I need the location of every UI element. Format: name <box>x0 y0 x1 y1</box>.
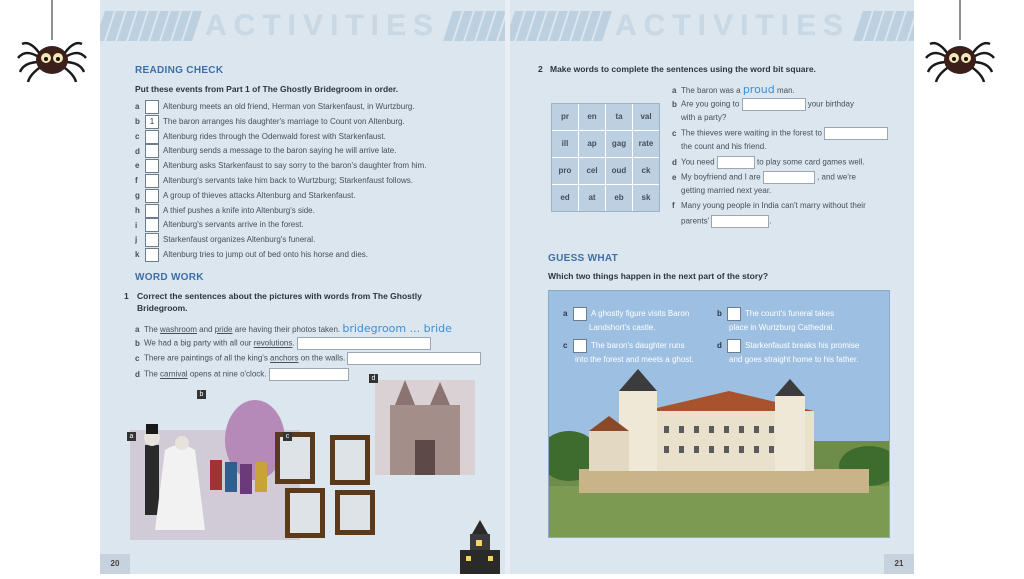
order-box[interactable] <box>145 100 159 114</box>
item-text: Altenburg meets an old friend, Herman von Starkenfaust, in Wurtzburg. <box>163 102 415 112</box>
illustrations <box>125 375 485 540</box>
spider-decoration-left <box>12 0 92 90</box>
banner-stripes <box>510 11 607 41</box>
word-work-number: 1 <box>124 291 129 301</box>
reading-check-item <box>135 144 396 158</box>
reading-check-item <box>135 130 386 144</box>
item-letter: b <box>135 116 140 126</box>
haunted-house-icon <box>458 520 502 574</box>
activities-banner <box>100 8 505 44</box>
banner-title: ACTIVITIES <box>615 9 851 42</box>
checkbox-b[interactable] <box>727 307 741 321</box>
guess-what-title: GUESS WHAT <box>548 253 619 264</box>
order-box[interactable] <box>145 144 159 158</box>
exercise2-sentence-d: d You need to play some card games well. <box>672 156 865 169</box>
item-letter: j <box>135 235 138 245</box>
exercise2-sentence-f: f Many young people in India can't marry without their <box>672 201 866 210</box>
pic-label-b: b <box>197 390 206 399</box>
item-letter: c <box>135 131 140 141</box>
item-text: A thief pushes a knife into Altenburg's side. <box>163 205 315 215</box>
activities-banner <box>510 8 914 44</box>
word-bit-cell: cel <box>579 158 605 184</box>
item-text: The baron arranges his daughter's marriage to Count von Altenburg. <box>163 116 405 126</box>
item-text: A group of thieves attacks Altenburg and Starkenfaust. <box>163 190 356 200</box>
word-work-instruction-line1: Correct the sentences about the pictures with words from The Ghostly <box>137 291 422 301</box>
exercise2-sentence-e-line2: getting married next year. <box>681 186 772 195</box>
banner-stripes <box>100 11 197 41</box>
reading-check-item <box>135 218 304 232</box>
page-number-left: 20 <box>100 554 130 574</box>
checkbox-d[interactable] <box>727 339 741 353</box>
order-box[interactable] <box>145 218 159 232</box>
guess-option-a: a A ghostly figure visits Baron Landshort's castle. <box>563 307 689 334</box>
guess-option-b: b The count's funeral takes place in Wurtzburg Cathedral. <box>717 307 835 334</box>
item-letter: d <box>135 146 140 156</box>
spider-decoration-right <box>920 0 1000 90</box>
word-work-sentence-d: d The carnival opens at nine o'clock. <box>135 368 349 381</box>
word-bit-cell: oud <box>606 158 632 184</box>
word-bit-cell: ill <box>552 131 578 157</box>
banner-title: ACTIVITIES <box>205 9 441 42</box>
word-work-sentence-b: b We had a big party with all our revolutions. <box>135 337 431 350</box>
word-bit-cell: gag <box>606 131 632 157</box>
right-page <box>510 0 914 574</box>
left-page <box>100 0 505 574</box>
banner-stripes <box>448 11 505 41</box>
reading-check-instruction: Put these events from Part 1 of The Ghostly Bridegroom in order. <box>135 84 399 94</box>
word-bit-cell: ck <box>633 158 659 184</box>
reading-check-item <box>135 159 426 173</box>
answer-field-c[interactable] <box>347 352 481 365</box>
item-text: Altenburg's servants arrive in the forest. <box>163 220 304 230</box>
exercise2-sentence-b: b Are you going to your birthday <box>672 98 854 111</box>
word-bit-cell: rate <box>633 131 659 157</box>
word-work-title: WORD WORK <box>135 272 204 283</box>
order-box[interactable] <box>145 189 159 203</box>
item-letter: h <box>135 205 140 215</box>
reading-check-item <box>135 233 315 247</box>
pic-label-a: a <box>127 432 136 441</box>
item-letter: i <box>135 220 138 230</box>
item-letter: g <box>135 190 140 200</box>
item-text: Altenburg sends a message to the baron saying he will arrive late. <box>163 146 397 156</box>
pic-label-c: c <box>283 432 292 441</box>
item-text: Altenburg's servants take him back to Wurtzburg; Starkenfaust follows. <box>163 176 413 186</box>
reading-check-item <box>135 174 413 188</box>
handwritten-answer: proud <box>742 83 775 96</box>
item-text: Starkenfaust organizes Altenburg's funeral. <box>163 235 316 245</box>
order-box[interactable] <box>145 130 159 144</box>
checkbox-c[interactable] <box>573 339 587 353</box>
item-letter: a <box>135 102 140 112</box>
exercise2-sentence-c: c The thieves were waiting in the forest to <box>672 127 888 140</box>
item-text: Altenburg tries to jump out of bed onto his horse and dies. <box>163 250 369 260</box>
exercise2-sentence-a: a The baron was a proud man. <box>672 83 795 96</box>
page-number-right: 21 <box>884 554 914 574</box>
item-letter: f <box>135 176 138 186</box>
checkbox-a[interactable] <box>573 307 587 321</box>
order-box[interactable] <box>145 233 159 247</box>
word-bit-cell: at <box>579 185 605 211</box>
word-work-instruction-line2: Bridegroom. <box>137 303 188 313</box>
word-work-sentence-c: c There are paintings of all the king's anchors on the walls. <box>135 352 481 365</box>
word-bit-square <box>551 103 660 212</box>
exercise2-sentence-b-line2: with a party? <box>681 113 727 122</box>
word-bit-cell: pr <box>552 104 578 130</box>
item-letter: e <box>135 161 140 171</box>
guess-option-d: d Starkenfaust breaks his promise and goes straight home to his father. <box>717 339 859 366</box>
order-box[interactable] <box>145 159 159 173</box>
order-box[interactable] <box>145 204 159 218</box>
word-bit-cell: sk <box>633 185 659 211</box>
word-bit-cell: en <box>579 104 605 130</box>
word-bit-cell: val <box>633 104 659 130</box>
item-letter: k <box>135 250 140 260</box>
guess-what-instruction: Which two things happen in the next part of the story? <box>548 271 769 281</box>
pic-label-d: d <box>369 374 378 383</box>
item-text: Altenburg asks Starkenfaust to say sorry to the baron's daughter from him. <box>163 161 427 171</box>
reading-check-item <box>135 100 415 114</box>
reading-check-item <box>135 204 315 218</box>
answer-field-2c[interactable] <box>824 127 888 140</box>
guess-option-c: c The baron's daughter runs into the forest and meets a ghost. <box>563 339 694 366</box>
answer-field-2f[interactable] <box>711 215 769 228</box>
word-bit-cell: eb <box>606 185 632 211</box>
exercise2-sentence-c-line2: the count and his friend. <box>681 142 767 151</box>
order-box[interactable]: 1 <box>145 115 159 129</box>
answer-field-2d[interactable] <box>717 156 755 169</box>
word-work-sentence-a: a The washroom and pride are having their photos taken. bridegroom ... bride <box>135 322 452 335</box>
exercise2-sentence-e: e My boyfriend and I are , and we're <box>672 171 856 184</box>
answer-field-2b[interactable] <box>742 98 806 111</box>
reading-check-title: READING CHECK <box>135 65 224 76</box>
word-bit-cell: pro <box>552 158 578 184</box>
reading-check-item <box>135 189 356 203</box>
exercise2-number: 2 <box>538 64 543 74</box>
word-bit-cell: ta <box>606 104 632 130</box>
item-text: Altenburg rides through the Odenwald forest with Starkenfaust. <box>163 131 386 141</box>
exercise2-instruction: Make words to complete the sentences using the word bit square. <box>550 64 816 74</box>
reading-check-item <box>135 248 368 262</box>
banner-stripes <box>858 11 914 41</box>
word-bit-cell: ed <box>552 185 578 211</box>
exercise2-sentence-f-line2: parents' . <box>681 215 772 228</box>
word-bit-cell: ap <box>579 131 605 157</box>
answer-field-2e[interactable] <box>763 171 815 184</box>
reading-check-item <box>135 115 405 129</box>
order-box[interactable] <box>145 174 159 188</box>
guess-what-panel <box>548 290 890 538</box>
order-box[interactable] <box>145 248 159 262</box>
answer-field-b[interactable] <box>297 337 431 350</box>
handwritten-answer: bridegroom ... bride <box>342 322 452 335</box>
